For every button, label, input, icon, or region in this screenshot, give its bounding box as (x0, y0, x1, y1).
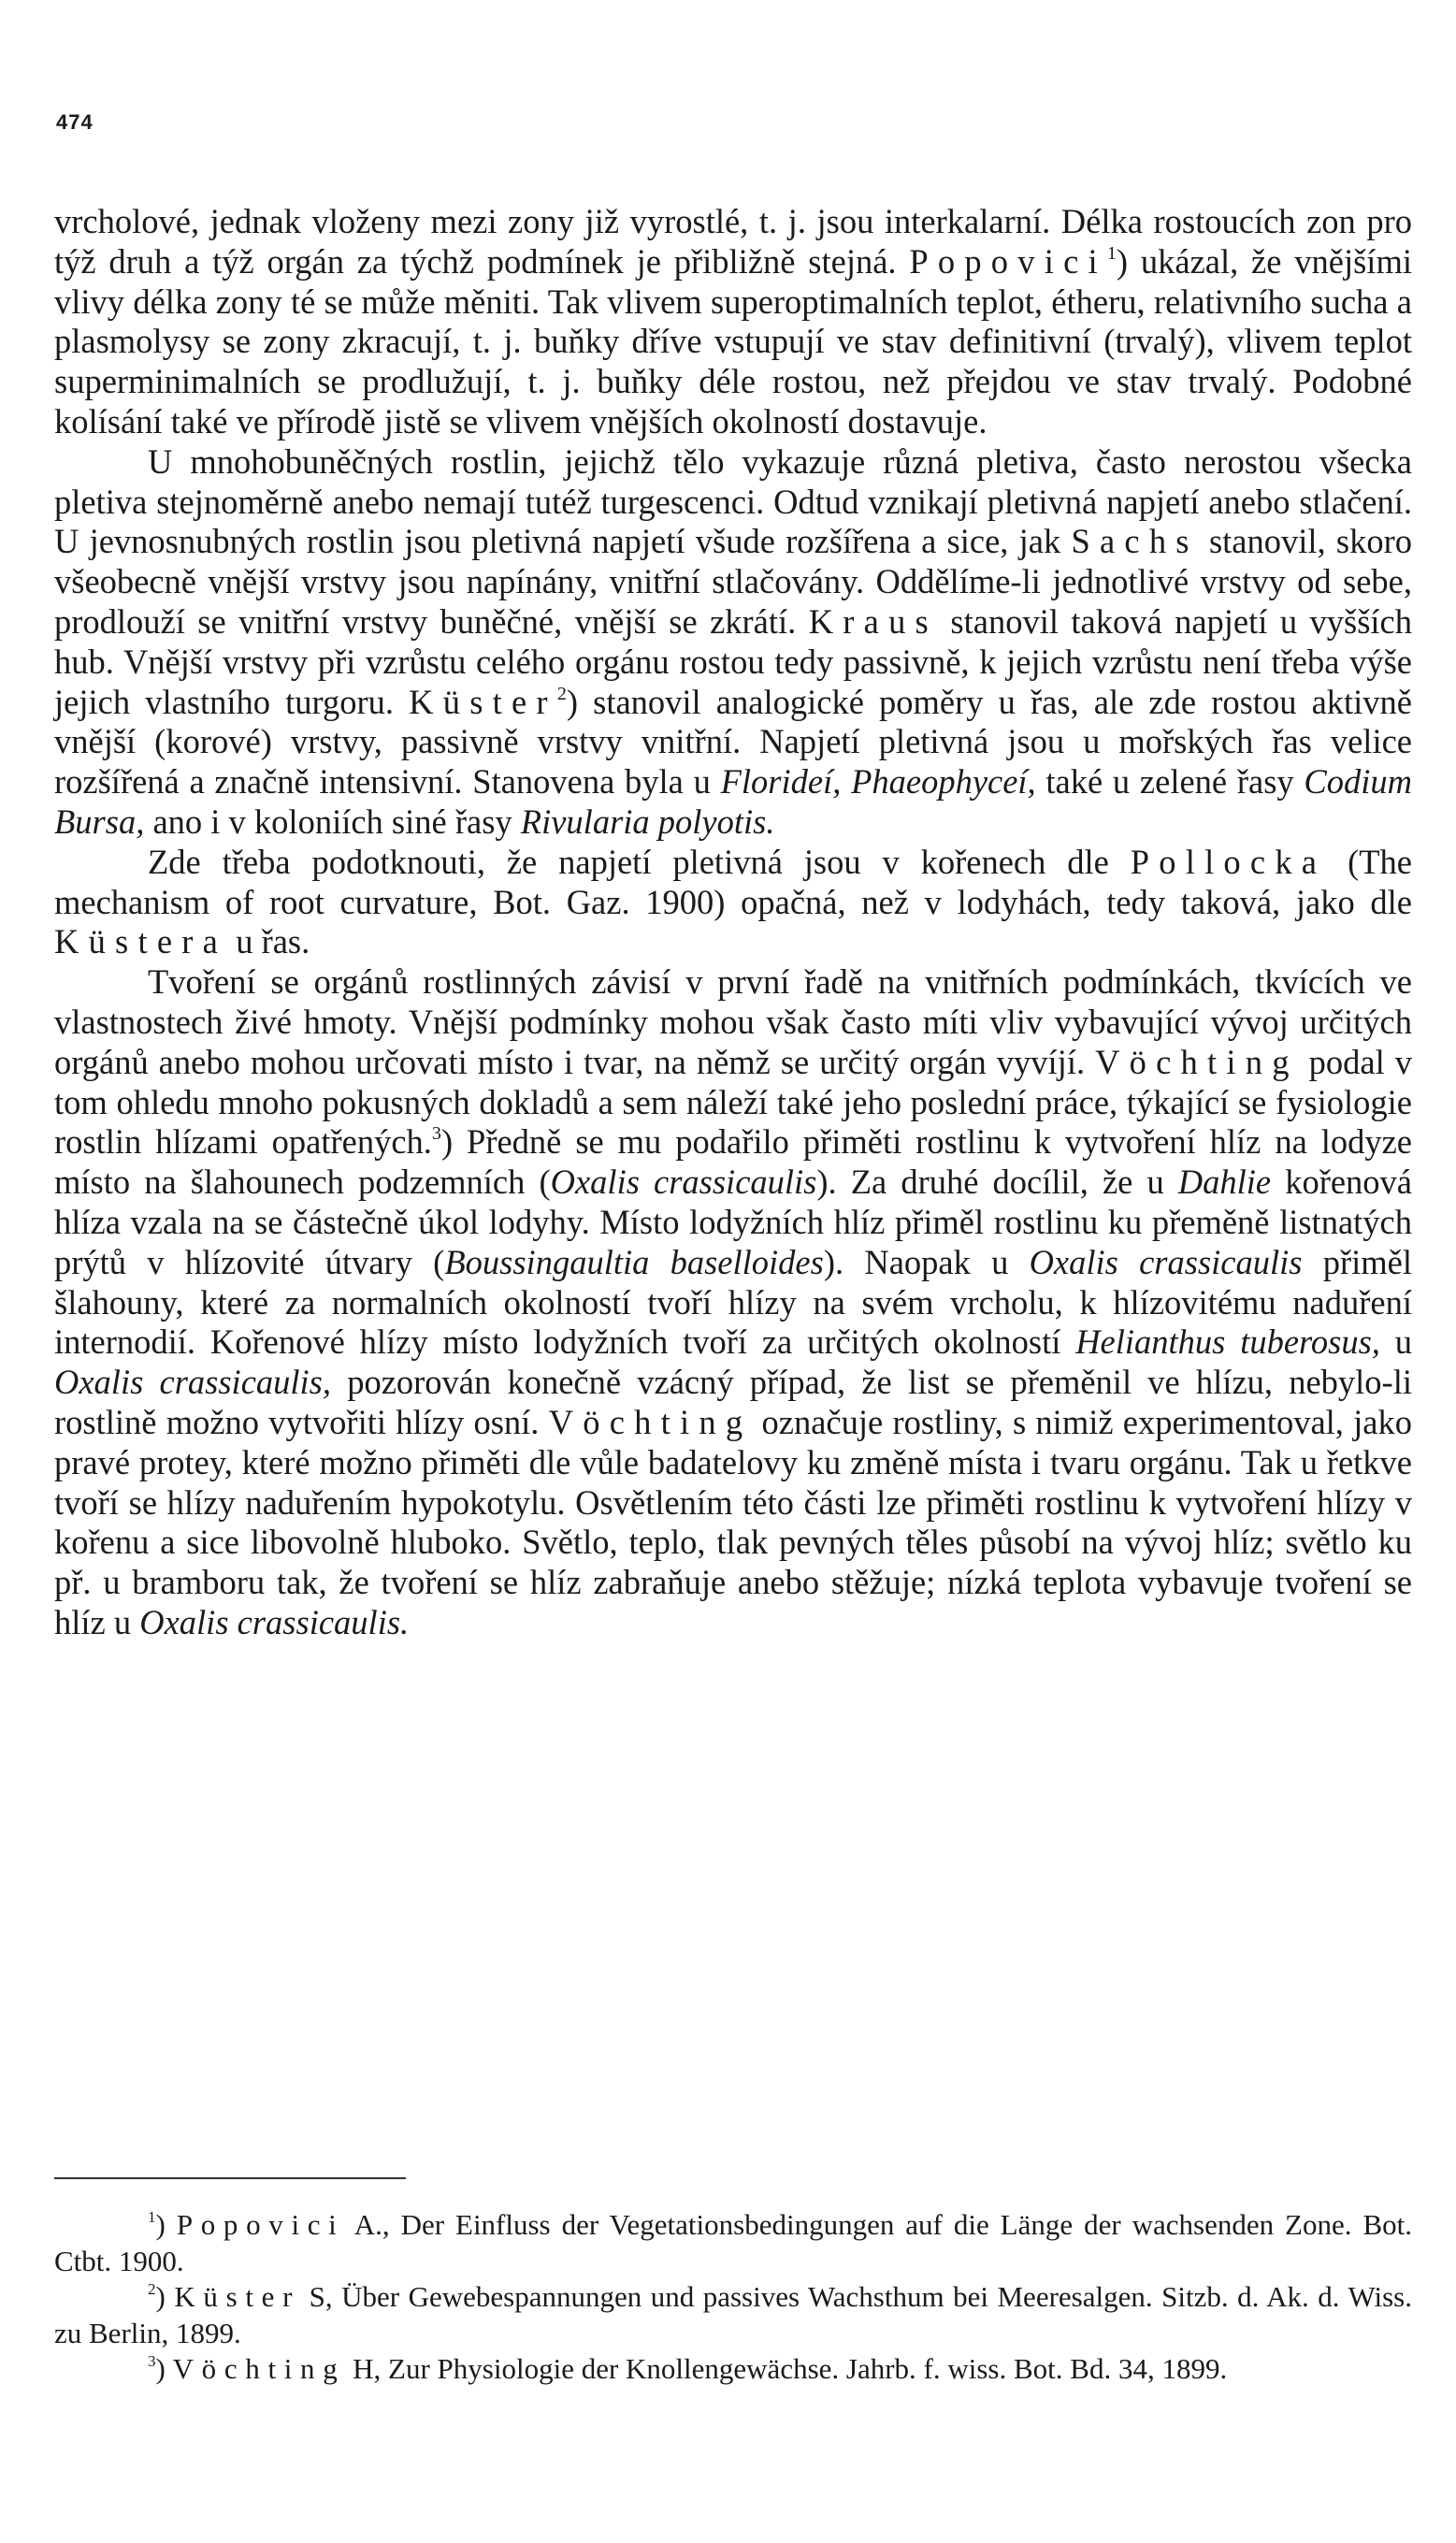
text-run: ) (155, 2280, 175, 2314)
author-name: Vöchting (548, 1402, 753, 1441)
text-run: pozorován konečně vzácný případ, že list se přeměnil ve hlízu, nebylo-li rostlině možno vytvořiti hlízy osní. (54, 1363, 1412, 1441)
text-run: ). Naopak u (823, 1242, 1030, 1281)
text-run: u (1379, 1322, 1412, 1362)
footnote-2 (54, 2279, 1412, 2351)
author-name: Küstera (54, 922, 228, 961)
footnote-ref: 1 (1106, 242, 1117, 264)
text-run: Zde třeba podotknouti, že napjetí pletivná jsou v kořenech dle (148, 842, 1131, 881)
taxon-name: Florideí, Phaeophyceí, (720, 762, 1036, 802)
text-run: ). Za druhé docílil, že u (816, 1163, 1178, 1202)
author-name: Popovici (176, 2208, 345, 2241)
footnotes (54, 2207, 1412, 2388)
taxon-name: Oxalis crassicaulis. (139, 1602, 410, 1641)
footnote-3 (54, 2351, 1412, 2388)
author-name: Küster (174, 2280, 301, 2314)
text-run: A., Der Einfluss der Vegetationsbedingungen auf die Länge der wachsenden Zone. Bot. Ctbt. 1900. (54, 2208, 1413, 2277)
text-run: U mnohobuněčných rostlin, jejichž tělo vykazuje různá pletiva, často nerostou všecka pletiva stejnoměrně anebo nemají tutéž turgescenci. Odtud vznikají pletivná napjetí anebo stlačení. U jevnosnubných rostlin jsou pletivná napjetí všude rozšířena a sice, jak (54, 441, 1412, 561)
text-run: ) stanovil analogické poměry u řas, ale zde rostou aktivně vnější (korové) vrstvy, passivně vrstvy vnitřní. Napjetí pletivná jsou u mořských řas velice rozšířená a značně intensivní. Stanovena byla u (54, 682, 1412, 802)
footnote-1 (54, 2207, 1412, 2279)
text-run: také u zelené řasy (1035, 762, 1305, 802)
text-run: H, Zur Physiologie der Knollengewächse. Jahrb. f. wiss. Bot. Bd. 34, 1899. (345, 2352, 1228, 2386)
page-number: 474 (56, 110, 94, 134)
text-run: kořenová hlíza vzala na se částečně úkol lodyhy. Místo lodyžních hlíz přiměl rostlinu ku přeměně listnatých prýtů v hlízovité útvary ( (54, 1163, 1413, 1281)
author-name: Vöchting (1095, 1042, 1299, 1081)
footnote-ref: 2 (556, 683, 567, 704)
footnote-divider (54, 2177, 406, 2179)
footnote-marker: 3 (148, 2352, 156, 2371)
text-run: stanovil taková napjetí u vyšších hub. Vnější vrstvy při vzrůstu celého orgánu rostou tedy passivně, k jejich vzrůstu není třeba výše jejich vlastního turgoru. (54, 601, 1412, 721)
text-run: ) (155, 2352, 173, 2386)
author-name: Pollocka (1130, 842, 1327, 881)
footnote-ref: 3 (431, 1123, 441, 1145)
text-run: ) ukázal, že vnějšími vlivy délka zony té se může měniti. Tak vlivem superoptimalních teplot, étheru, relativního sucha a plasmolysy se zony zkracují, t. j. buňky dříve vstupují ve stav definitivní (trvalý), vlivem teplot superminimalních se prodlužují, t. j. buňky déle rostou, než přejdou ve stav trvalý. Podobné kolísání také ve přírodě jistě se vlivem vnějších okolností dostavuje. (54, 241, 1412, 441)
paragraph-4 (54, 962, 1412, 1643)
text-run: Tvoření se orgánů rostlinných závisí v první řadě na vnitřních podmínkách, tkvících ve vlastnostech živé hmoty. Vnější podmínky mohou však často míti vliv vybavující vývoj určitých orgánů anebo mohou určovati místo i tvar, na němž se určitý orgán vyvíjí. (54, 962, 1412, 1081)
taxon-name: Oxalis crassicaulis (1029, 1242, 1303, 1281)
taxon-name: Oxalis crassicaulis, (54, 1363, 332, 1402)
text-run: vrcholové, jednak vloženy mezi zony již vyrostlé, t. j. jsou interkalarní. Délka rostoucích zon pro týž druh a týž orgán za týchž podmínek je přibližně stejná. (54, 202, 1412, 281)
text-run: přiměl šlahouny, které za normalních okolností tvoří hlízy na svém vrcholu, k hlízovitému naduření internodií. Kořenové hlízy místo lodyžních tvoří za určitých okolností (54, 1242, 1412, 1362)
text-run: (The mechanism of root curvature, Bot. Gaz. 1900) opačná, než v lodyhách, tedy taková, jako dle (54, 842, 1412, 921)
taxon-name: Rivularia polyotis. (520, 802, 775, 841)
text-run: označuje rostliny, s nimiž experimentoval, jako pravé protey, které možno přiměti dle vůle badatelovy ku změně místa i tvaru orgánu. Tak u řetkve tvoří se hlízy naduřením hypokotylu. Osvětlením této části lze přiměti rostlinu k vytvoření hlízy v kořenu a sice libovolně hluboko. Světlo, teplo, tlak pevných těles působí na vývoj hlíz; světlo ku př. u bramboru tak, že tvoření se hlíz zabraňuje anebo stěžuje; nízká teplota vybavuje tvoření se hlíz u (54, 1402, 1413, 1641)
text-run: ) Předně se mu podařilo přiměti rostlinu k vytvoření hlíz na lodyze místo na šlahounech podzemních ( (54, 1122, 1412, 1202)
paragraph-1 (54, 202, 1412, 442)
text-run: ) (155, 2208, 177, 2241)
taxon-name: Codium Bursa, (54, 762, 1412, 841)
author-name: Küster (409, 682, 557, 721)
paragraph-3 (54, 843, 1412, 962)
paragraph-2 (54, 442, 1412, 843)
text-run: stanovil, skoro všeobecně vnější vrstvy jsou napínány, vnitřní stlačovány. Oddělíme-li jednotlivé vrstvy od sebe, prodlouží se vnitřní vrstvy buněčné, vnější se zkrátí. (54, 522, 1413, 641)
author-name: Popovici (909, 241, 1107, 281)
text-run: podal v tom ohledu mnoho pokusných dokladů a sem náleží také jeho poslední práce, týkající se fysiologie rostlin hlízami opatřených. (54, 1042, 1412, 1162)
author-name: Sachs (1071, 522, 1199, 561)
author-name: Vöchting (172, 2352, 346, 2386)
author-name: Kraus (808, 601, 938, 641)
text-run: S, Über Gewebespannungen und passives Wachsthum bei Meeresalgen. Sitzb. d. Ak. d. Wiss. zu Berlin, 1899. (54, 2280, 1413, 2349)
footnote-marker: 1 (148, 2208, 156, 2227)
taxon-name: Oxalis crassicaulis (550, 1163, 817, 1202)
footnote-marker: 2 (148, 2280, 156, 2299)
text-run: u řas. (227, 922, 310, 961)
taxon-name: Boussingaultia baselloides (444, 1242, 824, 1281)
text-run: ano i v koloniích siné řasy (144, 802, 521, 841)
taxon-name: Helianthus tuberosus, (1075, 1322, 1380, 1362)
body-text (54, 202, 1412, 1643)
taxon-name: Dahlie (1177, 1163, 1272, 1202)
